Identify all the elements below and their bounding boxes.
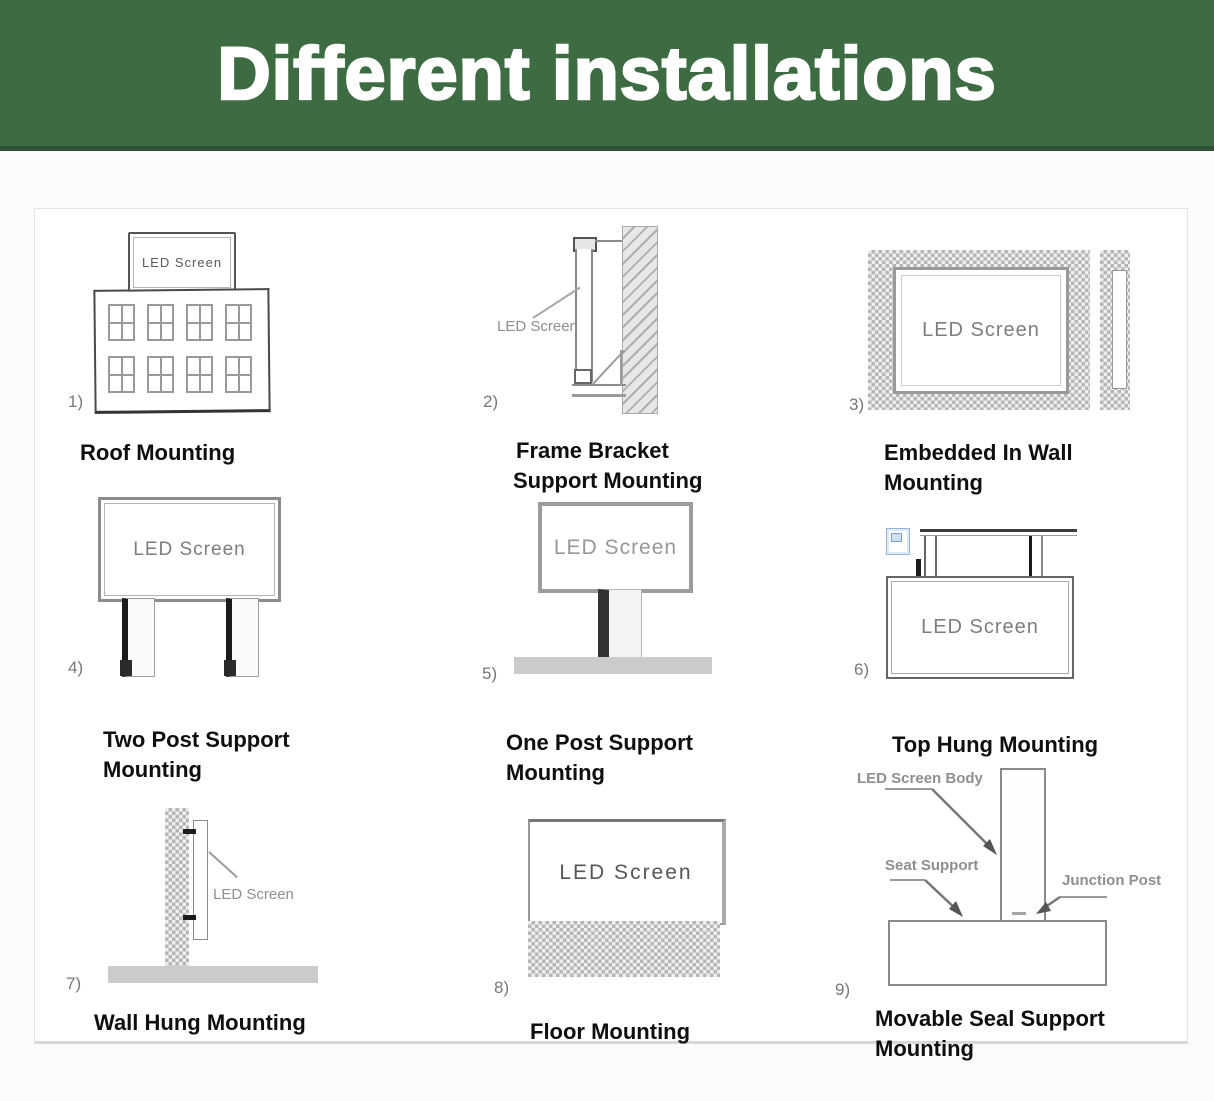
two-post-led-screen: [98, 497, 281, 602]
caption-roof-mounting: Roof Mounting: [80, 440, 236, 465]
window-icon: [186, 356, 213, 393]
caption-two-post-line1: Two Post Support: [103, 727, 290, 752]
caption-movable-line1: Movable Seal Support: [875, 1006, 1105, 1031]
one-post-led-screen: [538, 502, 693, 593]
led-screen-label: LED Screen: [497, 318, 578, 335]
caption-frame-bracket-line1: Frame Bracket: [516, 438, 669, 463]
led-screen-label: LED Screen: [141, 255, 223, 270]
led-screen-label: LED Screen: [213, 886, 294, 903]
one-post-led-screen-face: [542, 506, 689, 589]
top-hung-led-screen: [886, 576, 1074, 679]
diagram-number: 7): [66, 974, 82, 993]
ground-base: [514, 657, 712, 674]
ceiling-beam-underside: [920, 535, 1077, 536]
diagram-number: 2): [483, 392, 499, 411]
junction-post-label: Junction Post: [1062, 872, 1162, 889]
embedded-led-screen-face: [901, 275, 1061, 386]
post-foot-left: [120, 660, 132, 676]
diagram-number: 9): [835, 980, 851, 999]
bracket-ledge: [572, 384, 626, 386]
roof-led-screen: [128, 232, 236, 293]
window-icon: [225, 356, 252, 393]
floor-led-screen-face: [530, 822, 722, 923]
ceiling-beam: [920, 529, 1077, 532]
mount-bracket-top: [183, 829, 196, 834]
diagram-number: 8): [494, 978, 510, 997]
caption-one-post-line1: One Post Support: [506, 730, 693, 755]
caption-frame-bracket-line2: Support Mounting: [513, 468, 703, 493]
bracket-base: [572, 394, 626, 397]
window-icon: [225, 304, 252, 341]
wall-hung-led-screen-side: [193, 820, 208, 940]
floor-base-plinth: [528, 921, 720, 977]
led-screen-label: LED Screen: [559, 860, 693, 884]
caption-top-hung: Top Hung Mounting: [892, 732, 1099, 757]
window-icon: [108, 304, 135, 341]
led-screen-side-view: [575, 249, 593, 382]
led-screen-label: LED Screen: [921, 616, 1039, 638]
diagram-number: 6): [854, 660, 870, 679]
screen-side-view: [1112, 270, 1127, 389]
caption-movable-line2: Mounting: [875, 1036, 974, 1061]
wall-section: [622, 226, 658, 414]
mount-bracket-bottom: [183, 915, 196, 920]
diagram-number: 5): [482, 664, 498, 683]
window-icon: [147, 304, 174, 341]
image-placeholder-icon: [886, 528, 910, 555]
image-placeholder-glyph: [891, 533, 902, 542]
hanger-stub: [916, 559, 921, 577]
caption-embedded-line2: Mounting: [884, 470, 983, 495]
led-screen-label: LED Screen: [553, 535, 678, 559]
building-windows: [108, 304, 254, 394]
window-icon: [147, 356, 174, 393]
roof-led-screen-face: [133, 237, 231, 288]
post-foot-right: [224, 660, 236, 676]
window-icon: [108, 356, 135, 393]
diagram-number: 3): [849, 395, 865, 414]
seat-support-base: [888, 920, 1107, 986]
floor-led-screen: [528, 819, 726, 925]
top-hung-led-screen-face: [891, 581, 1069, 674]
led-screen-label: LED Screen: [922, 319, 1040, 341]
header-banner: [0, 0, 1214, 151]
hanger-rod-right: [1029, 536, 1043, 576]
two-post-led-screen-face: [104, 503, 275, 596]
top-support-arm: [595, 240, 622, 242]
page-title: Different installations: [217, 31, 997, 115]
caption-wall-hung: Wall Hung Mounting: [94, 1010, 306, 1035]
caption-two-post-line2: Mounting: [103, 757, 202, 782]
support-post: [598, 589, 642, 662]
hanger-rod-left: [924, 536, 937, 576]
diagram-number: 1): [68, 392, 84, 411]
embedded-led-screen: [893, 267, 1069, 394]
diagram-number: 4): [68, 658, 84, 677]
seat-support-label: Seat Support: [885, 857, 979, 874]
led-screen-label: LED Screen: [133, 538, 246, 560]
bracket-foot: [574, 369, 592, 384]
caption-embedded-line1: Embedded In Wall: [884, 440, 1073, 465]
window-icon: [186, 304, 213, 341]
caption-floor: Floor Mounting: [530, 1019, 691, 1044]
bracket-upright: [620, 350, 622, 386]
led-screen-body-label: LED Screen Body: [857, 770, 983, 787]
ground-base: [108, 966, 318, 983]
caption-one-post-line2: Mounting: [506, 760, 605, 785]
